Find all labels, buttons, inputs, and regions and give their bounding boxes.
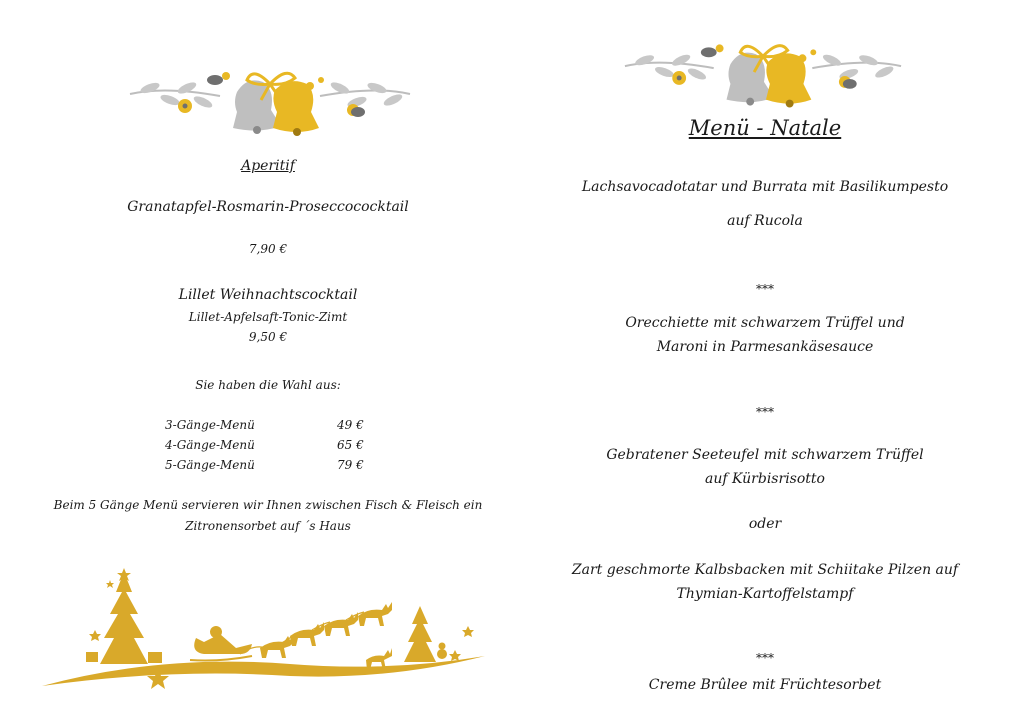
menu-option-name: 5-Gänge-Menü [165, 458, 255, 472]
menu-choice-intro: Sie haben die Wahl aus: [195, 378, 341, 392]
reindeer-sleigh-scene-icon [40, 568, 490, 698]
course4-line1: Zart geschmorte Kalbsbacken mit Schiitake Pilzen auf [571, 562, 959, 578]
dessert-line: Creme Brûlee mit Früchtesorbet [648, 677, 882, 693]
drink1-price: 7,90 € [248, 242, 288, 256]
christmas-bells-icon [620, 38, 906, 112]
course-separator: *** [756, 282, 774, 296]
drink2-name: Lillet Weihnachtscocktail [178, 287, 358, 303]
course4-line2: Thymian-Kartoffelstampf [676, 586, 854, 602]
note-line-1: Beim 5 Gänge Menü servieren wir Ihnen zwischen Fisch & Fleisch ein [53, 498, 483, 512]
menu-title: Menü - Natale [688, 116, 842, 140]
course1-line2: auf Rucola [727, 213, 803, 229]
aperitif-heading: Aperitif [241, 158, 295, 174]
menu-option-price: 79 € [337, 458, 364, 472]
course1-line1: Lachsavocadotatar und Burrata mit Basilikumpesto [581, 179, 949, 195]
menu-option-name: 4-Gänge-Menü [165, 438, 255, 452]
course3-line1: Gebratener Seeteufel mit schwarzem Trüffel [606, 447, 924, 463]
drink1-name: Granatapfel-Rosmarin-Proseccococktail [127, 199, 409, 215]
menu-option-price: 49 € [337, 418, 364, 432]
course3-line2: auf Kürbisrisotto [705, 471, 825, 487]
course-separator: *** [756, 651, 774, 665]
drink2-description: Lillet-Apfelsaft-Tonic-Zimt [188, 310, 348, 324]
or-text: oder [748, 516, 782, 532]
course2-line2: Maroni in Parmesankäsesauce [656, 339, 874, 355]
course2-line1: Orecchiette mit schwarzem Trüffel und [625, 315, 905, 331]
christmas-bells-icon [125, 66, 415, 140]
drink2-price: 9,50 € [248, 330, 288, 344]
menu-option-name: 3-Gänge-Menü [165, 418, 255, 432]
menu-option-price: 65 € [337, 438, 364, 452]
note-line-2: Zitronensorbet auf ´s Haus [185, 519, 351, 533]
course-separator: *** [756, 405, 774, 419]
